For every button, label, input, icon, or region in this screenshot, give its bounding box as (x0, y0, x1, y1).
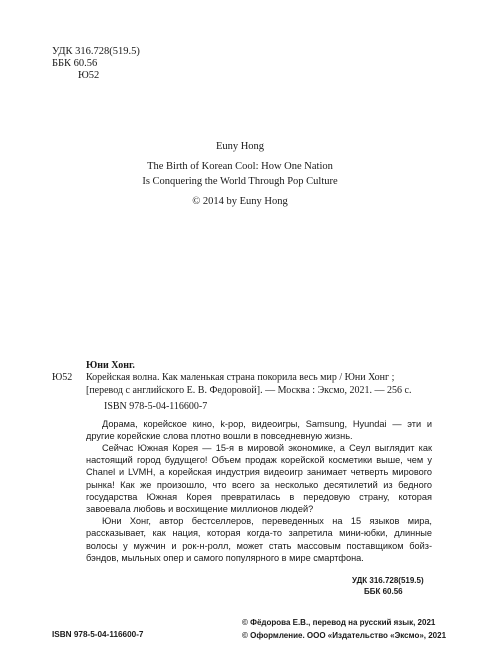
record-entry-text (86, 372, 432, 397)
copyright-translation: © Фёдорова Е.В., перевод на русский язык, 2021 (242, 618, 436, 627)
udk-code: УДК 316.728(519.5) (52, 46, 140, 57)
record-entry-line2: [перевод с английского Е. В. Федоровой]. — Москва : Эксмо, 2021. — 256 с. (86, 384, 412, 396)
annotation-paragraph: Дорама, корейское кино, k-pop, видеоигры, Samsung, Hyundai — эти и другие корейские слова плотно вошли в повседневную жизнь. (86, 418, 432, 441)
record-main-entry (52, 372, 432, 397)
bibliographic-record (52, 360, 432, 564)
classification-codes (52, 46, 140, 82)
record-annotation (52, 418, 432, 564)
original-author: Euny Hong (215, 141, 265, 152)
original-title (0, 159, 480, 189)
annotation-paragraph: Юни Хонг, автор бестселлеров, переведенных на 15 языков мира, рассказывает, как нация, которая когда-то запретила мини-юбки, длинные волосы у мужчин и рок-н-ролл, может стать массовым поставщиком бойз-бэндов, мыльных опер и самого популярного в мире смартфона. (86, 516, 432, 563)
annotation-paragraph: Сейчас Южная Корея — 15-я в мировой экономике, а Сеул выглядит как настоящий город будущего! Объем продаж корейской косметики выше, чем у Chanel и LVMH, а корейская индустрия видеоигр занимает четверть мирового рынка! Как же произошло, что всего за несколько десятилетий из бедного государства Южная Корея превратилась в передовую страну, которая завоевала любовь и восхищение миллионов людей? (86, 443, 432, 515)
copyright-design: © Оформление. ООО «Издательство «Эксмо», 2021 (242, 630, 447, 640)
record-author: Юни Хонг. (86, 360, 135, 371)
footer-classification-codes (352, 576, 424, 597)
author-code: Ю52 (78, 70, 100, 81)
footer-copyrights (242, 617, 446, 642)
original-title-line2: Is Conquering the World Through Pop Culture (142, 176, 338, 187)
bbk-code: ББК 60.56 (52, 58, 98, 69)
record-entry-line1: Корейская волна. Как маленькая страна покорила весь мир / Юни Хонг ; (86, 372, 395, 384)
record-code: Ю52 (52, 372, 73, 384)
footer-bbk: ББК 60.56 (364, 586, 403, 596)
record-isbn: ISBN 978-5-04-116600-7 (104, 401, 208, 413)
original-title-line1: The Birth of Korean Cool: How One Nation (147, 161, 333, 172)
footer-udk: УДК 316.728(519.5) (352, 576, 424, 585)
original-copyright: © 2014 by Euny Hong (192, 196, 288, 207)
footer-isbn: ISBN 978-5-04-116600-7 (52, 630, 144, 639)
